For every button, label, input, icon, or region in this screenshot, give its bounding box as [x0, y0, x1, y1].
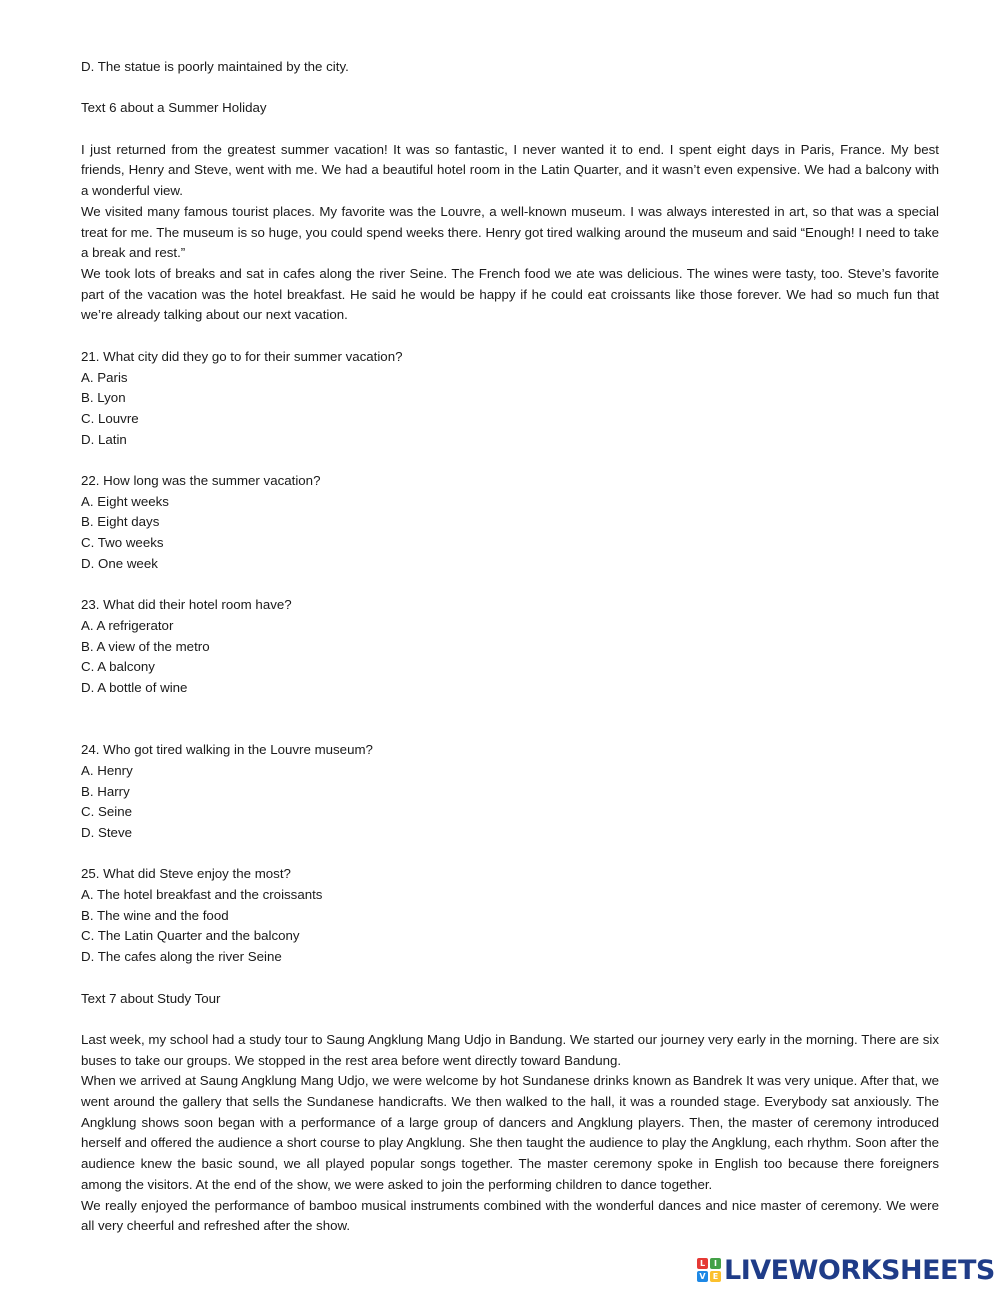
text6-paragraph-1: I just returned from the greatest summer vacation! It was so fantastic, I never wanted it to end. I spent eight days in Paris, France. My best friends, Henry and Steve, went with me. We had a beautiful hotel room in the Latin Quarter, and it wasn’t even expensive. We had a balcony with a wonderful view.: [81, 141, 939, 199]
previous-question-option-d: D. The statue is poorly maintained by the city.: [81, 59, 349, 74]
question-text: 21. What city did they go to for their summer vacation?: [81, 348, 403, 364]
answer-option[interactable]: A. Henry: [81, 762, 133, 778]
answer-option[interactable]: C. Louvre: [81, 410, 139, 426]
answer-option[interactable]: D. Steve: [81, 824, 132, 840]
answer-option[interactable]: D. The cafes along the river Seine: [81, 949, 282, 965]
question-text: 23. What did their hotel room have?: [81, 597, 292, 613]
question-text: 24. Who got tired walking in the Louvre museum?: [81, 742, 373, 758]
logo-letter: V: [697, 1271, 708, 1282]
logo-letter: E: [710, 1271, 721, 1282]
worksheet-page: [81, 57, 939, 1237]
text7-paragraph-3: We really enjoyed the performance of bamboo musical instruments combined with the wonderful dances and nice master of ceremony. We were all very cheerful and refreshed after the show.: [81, 1197, 939, 1234]
text6-paragraph-2: We visited many famous tourist places. My favorite was the Louvre, a well-known museum. I was always interested in art, so that was a special treat for me. The museum is so huge, you could spend weeks there. Henry got tired walking around the museum and said “Enough! I need to take a break and rest.”: [81, 203, 939, 261]
answer-option[interactable]: B. A view of the metro: [81, 638, 210, 654]
answer-option[interactable]: C. Seine: [81, 804, 132, 820]
answer-option[interactable]: B. Harry: [81, 783, 130, 799]
text7-paragraph-2: When we arrived at Saung Angklung Mang Udjo, we were welcome by hot Sundanese drinks known as Bandrek It was very unique. After that, we went around the gallery that sells the Sundanese handicrafts. We then walked to the hall, it was a rounded stage. Everybody sat anxiously. The Angklung shows soon began with a performance of a large group of dancers and Angklung players. Then, the master of ceremony introduced herself and offered the audience a short course to play Angklung. She then taught the audience to play the Angklung, each rhythm. Soon after the audience knew the basic sound, we all played popular songs together. The master ceremony spoke in English too because there foreigners among the visitors. At the end of the show, we were asked to join the performing children to dance together.: [81, 1073, 939, 1192]
answer-option[interactable]: A. Paris: [81, 369, 128, 385]
question-text: 25. What did Steve enjoy the most?: [81, 866, 291, 882]
text6-paragraph-3: We took lots of breaks and sat in cafes along the river Seine. The French food we ate was delicious. The wines were tasty, too. Steve’s favorite part of the vacation was the hotel breakfast. He said he would be happy if he could eat croissants like those forever. We had so much fun that we’re already talking about our next vacation.: [81, 266, 939, 323]
liveworksheets-logo: [697, 1255, 995, 1285]
answer-option[interactable]: B. The wine and the food: [81, 907, 229, 923]
answer-option[interactable]: C. Two weeks: [81, 535, 164, 551]
answer-option[interactable]: A. A refrigerator: [81, 617, 174, 633]
text6-title: Text 6 about a Summer Holiday: [81, 100, 267, 116]
liveworksheets-logo-text: LIVEWORKSHEETS: [724, 1254, 995, 1286]
answer-option[interactable]: A. Eight weeks: [81, 493, 169, 509]
liveworksheets-logo-icon: [697, 1258, 721, 1282]
text7-title: Text 7 about Study Tour: [81, 990, 221, 1006]
answer-option[interactable]: C. A balcony: [81, 659, 155, 675]
question-text: 22. How long was the summer vacation?: [81, 473, 321, 488]
text7-paragraph-1: Last week, my school had a study tour to Saung Angklung Mang Udjo in Bandung. We started our journey very early in the morning. There are six buses to take our groups. We stopped in the rest area before went directly toward Bandung.: [81, 1031, 939, 1068]
answer-option[interactable]: B. Lyon: [81, 390, 126, 406]
answer-option[interactable]: D. One week: [81, 555, 158, 571]
question-23: [81, 595, 939, 699]
logo-letter: I: [710, 1258, 721, 1269]
question-22: [81, 471, 939, 575]
answer-option[interactable]: C. The Latin Quarter and the balcony: [81, 928, 300, 944]
question-25: [81, 864, 939, 968]
answer-option[interactable]: B. Eight days: [81, 514, 160, 530]
question-21: [81, 347, 939, 451]
question-24: [81, 740, 939, 844]
answer-option[interactable]: A. The hotel breakfast and the croissants: [81, 887, 323, 903]
logo-letter: L: [697, 1258, 708, 1269]
answer-option[interactable]: D. A bottle of wine: [81, 680, 188, 696]
answer-option[interactable]: D. Latin: [81, 431, 127, 447]
